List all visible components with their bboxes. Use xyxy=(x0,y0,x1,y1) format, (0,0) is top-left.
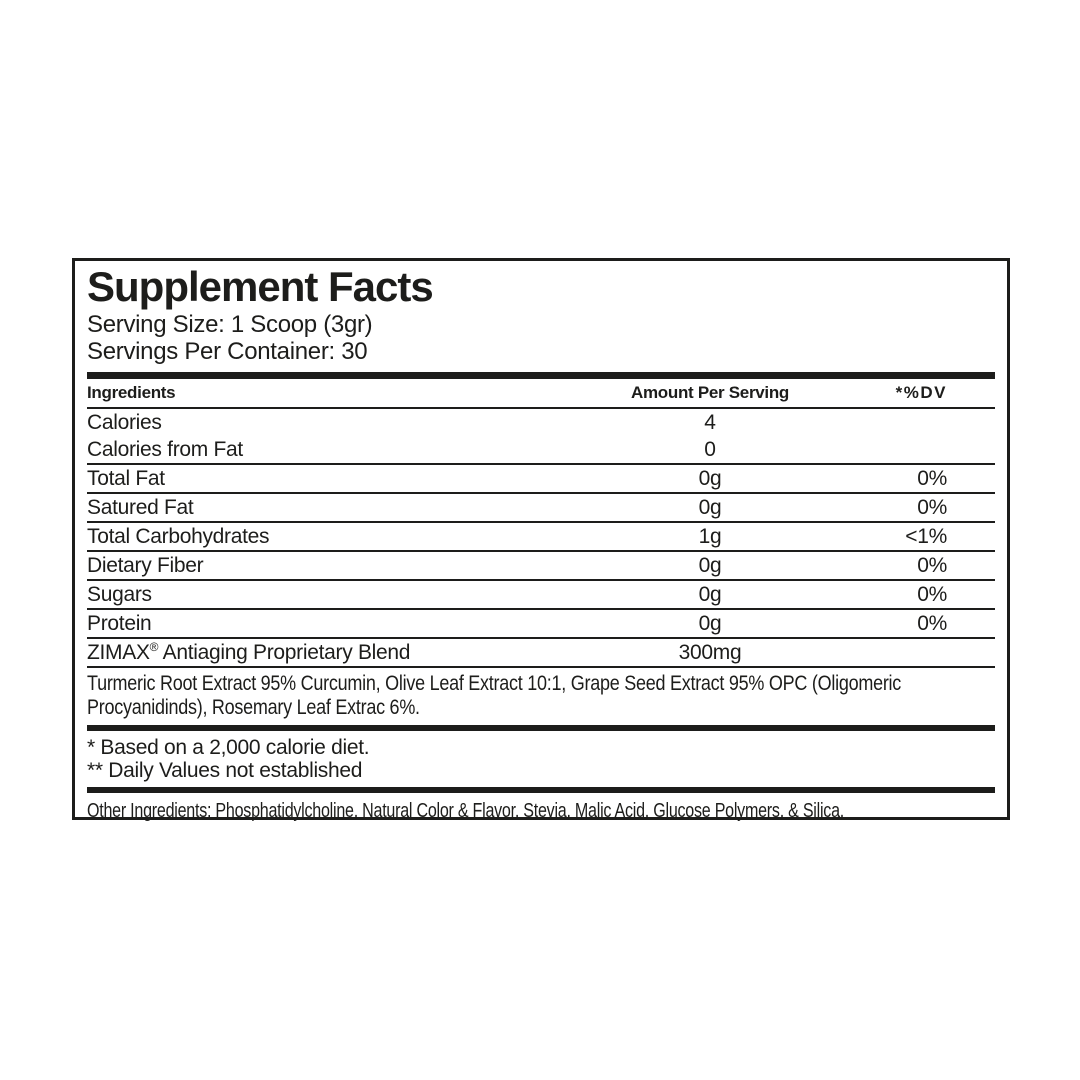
blend-name: Antiaging Proprietary Blend xyxy=(162,640,411,664)
footnotes-section xyxy=(87,731,995,787)
ingredient-name: Calories from Fat xyxy=(87,437,243,461)
table-row-total-carbohydrates xyxy=(87,523,995,550)
ingredient-dv: 0% xyxy=(917,495,947,519)
registered-trademark-icon: ® xyxy=(149,639,159,654)
blend-description-section xyxy=(87,668,995,725)
ingredient-amount: 0g xyxy=(698,553,722,577)
column-header-amount: Amount Per Serving xyxy=(630,383,790,403)
ingredient-name: Total Carbohydrates xyxy=(87,524,270,548)
panel-title: Supplement Facts xyxy=(87,263,433,310)
ingredient-amount: 1g xyxy=(698,524,722,548)
table-row-total-fat xyxy=(87,465,995,492)
ingredient-dv: <1% xyxy=(905,524,947,548)
table-row-satured-fat xyxy=(87,494,995,521)
footnote-calorie-diet: * Based on a 2,000 calorie diet. xyxy=(87,736,370,760)
ingredient-dv: 0% xyxy=(917,553,947,577)
table-row-calories xyxy=(87,409,995,436)
ingredient-amount: 0g xyxy=(698,611,722,635)
other-ingredients: Other Ingredients: Phosphatidylcholine, Natural Color & Flavor, Stevia, Malic Acid, Glucose Polymers, & Silica. xyxy=(87,800,844,823)
ingredient-amount: 300mg xyxy=(678,640,742,664)
ingredient-amount: 0 xyxy=(704,437,716,461)
ingredient-dv: 0% xyxy=(917,611,947,635)
supplement-facts-panel xyxy=(72,258,1010,823)
table-header-row xyxy=(87,379,995,407)
ingredient-dv: 0% xyxy=(917,582,947,606)
column-header-ingredients: Ingredients xyxy=(87,383,176,403)
ingredient-name: Satured Fat xyxy=(87,495,194,519)
brand-name: ZIMAX xyxy=(87,640,150,664)
thick-divider-top xyxy=(87,372,995,379)
blend-description: Turmeric Root Extract 95% Curcumin, Olive Leaf Extract 10:1, Grape Seed Extract 95% OPC (Oligomeric Procyanidinds), Rosemary Leaf Extrac 6%. xyxy=(87,672,902,720)
footnote-daily-values: ** Daily Values not established xyxy=(87,759,363,783)
ingredient-amount: 0g xyxy=(698,495,722,519)
ingredient-name: Protein xyxy=(87,611,152,635)
ingredient-name: Dietary Fiber xyxy=(87,553,204,577)
ingredient-amount: 4 xyxy=(704,410,716,434)
ingredient-amount: 0g xyxy=(698,466,722,490)
ingredient-name xyxy=(87,641,610,665)
table-row-dietary-fiber xyxy=(87,552,995,579)
table-row-zimax-blend xyxy=(87,639,995,666)
serving-info xyxy=(87,311,995,365)
ingredient-amount: 0g xyxy=(698,582,722,606)
ingredient-dv: 0% xyxy=(917,466,947,490)
ingredient-name: Sugars xyxy=(87,582,152,606)
ingredient-name: Calories xyxy=(87,410,162,434)
serving-size: Serving Size: 1 Scoop (3gr) xyxy=(87,311,373,339)
servings-per-container: Servings Per Container: 30 xyxy=(87,338,368,366)
ingredient-name: Total Fat xyxy=(87,466,165,490)
table-row-calories-from-fat xyxy=(87,436,995,463)
table-row-protein xyxy=(87,610,995,637)
table-row-sugars xyxy=(87,581,995,608)
other-ingredients-section xyxy=(87,793,995,823)
column-header-dv: *%DV xyxy=(895,383,947,403)
